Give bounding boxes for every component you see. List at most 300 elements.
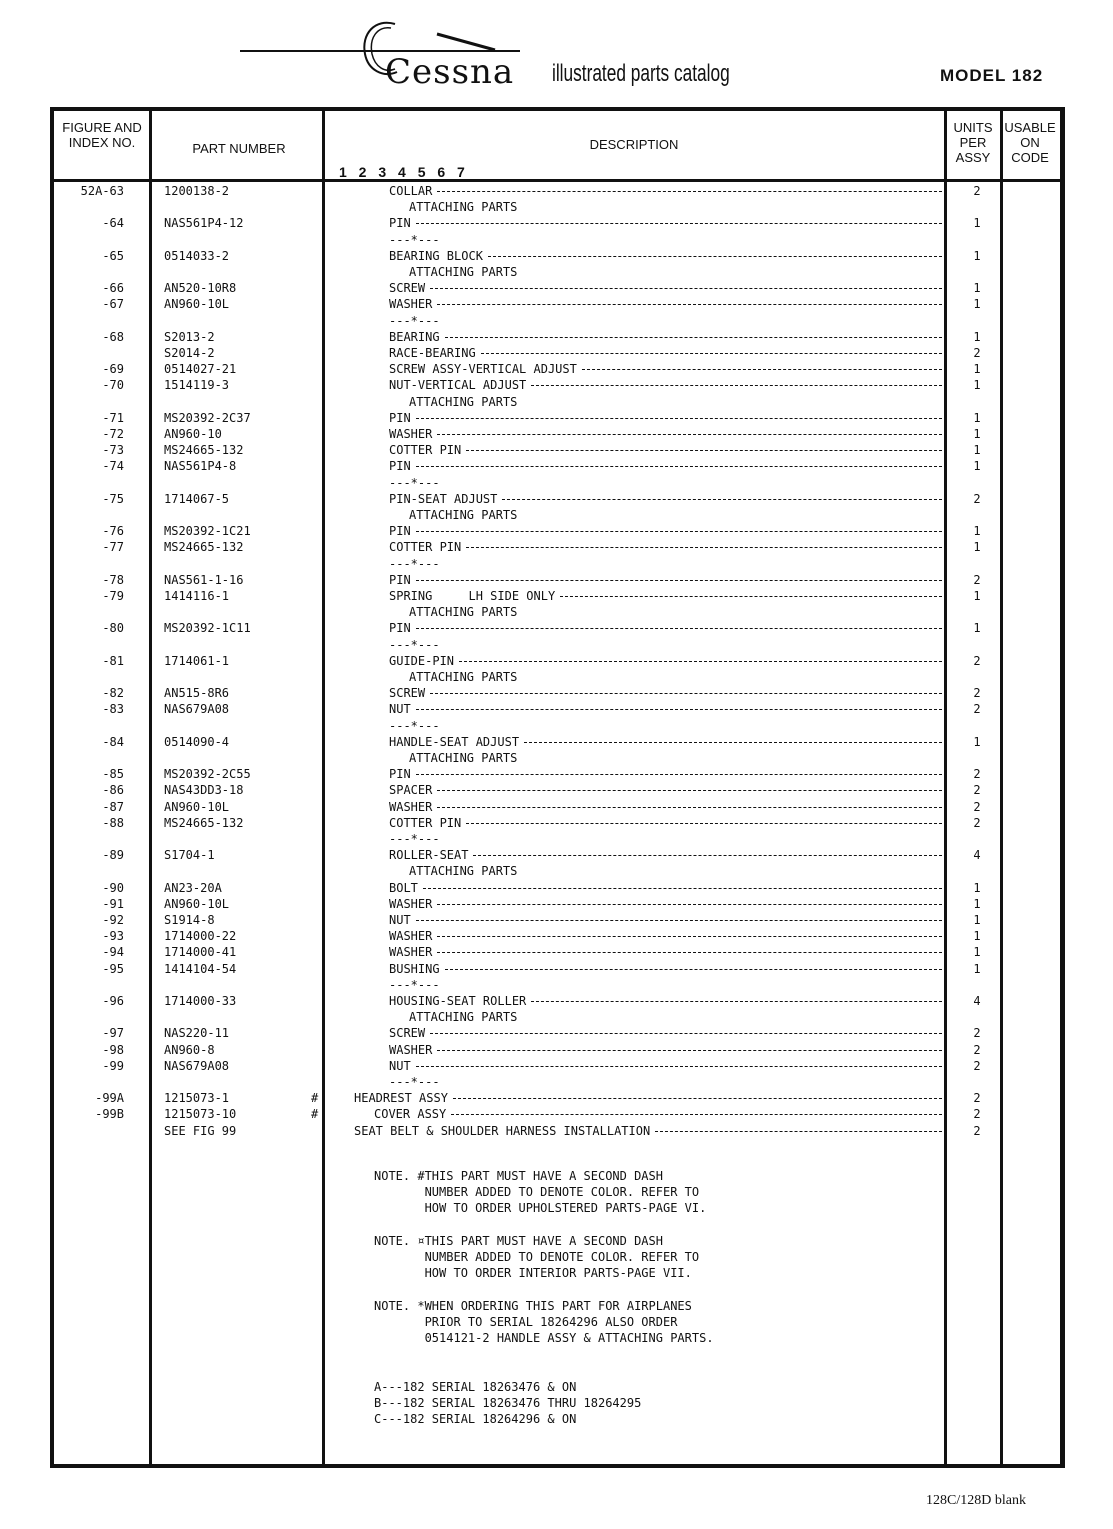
table-row xyxy=(54,653,1060,669)
leader-dashes xyxy=(445,969,942,970)
row-part-number: NAS679A08 xyxy=(164,1058,230,1073)
row-units: 1 xyxy=(973,216,981,231)
leader-dashes xyxy=(437,191,942,192)
page-footer: 128C/128D blank xyxy=(926,1493,1026,1508)
table-row xyxy=(54,604,1060,620)
row-description-text: ---*--- xyxy=(389,232,440,247)
row-description-text: WASHER xyxy=(389,896,433,911)
row-units: 2 xyxy=(973,767,981,782)
table-row xyxy=(54,232,1060,248)
col-header-usable: USABLE ON CODE xyxy=(1004,120,1056,165)
table-row xyxy=(54,912,1060,928)
row-part-number: NAS679A08 xyxy=(164,702,230,717)
row-description xyxy=(389,718,445,734)
leader-dashes xyxy=(416,774,942,775)
row-index: -81 xyxy=(102,653,124,668)
row-units: 1 xyxy=(973,945,981,960)
row-units: 2 xyxy=(973,572,981,587)
row-description-text: SEAT BELT & SHOULDER HARNESS INSTALLATION xyxy=(354,1123,651,1138)
row-description-text: PIN-SEAT ADJUST xyxy=(389,491,498,506)
leader-dashes xyxy=(481,353,942,354)
leader-dashes xyxy=(453,1098,942,1099)
row-units: 1 xyxy=(973,281,981,296)
row-description-text: SCREW xyxy=(389,686,426,701)
header-rule xyxy=(54,179,1060,182)
row-part-number: 1714000-22 xyxy=(164,929,237,944)
table-row xyxy=(54,977,1060,993)
row-description xyxy=(389,296,942,312)
row-index: -86 xyxy=(102,783,124,798)
catalog-title: illustrated parts catalog xyxy=(552,60,730,87)
row-description-text: BUSHING xyxy=(389,961,440,976)
table-row xyxy=(54,718,1060,734)
row-units: 1 xyxy=(973,961,981,976)
row-description xyxy=(389,831,445,847)
row-description-text: SCREW xyxy=(389,1026,426,1041)
leader-dashes xyxy=(466,823,942,824)
table-row xyxy=(54,248,1060,264)
table-row xyxy=(54,183,1060,199)
table-row xyxy=(54,556,1060,572)
note: NOTE. *WHEN ORDERING THIS PART FOR AIRPLANES PRIOR TO SERIAL 18264296 ALSO ORDER 0514121-2 HANDLE ASSY & ATTACHING PARTS. xyxy=(374,1299,714,1345)
row-part-number: MS24665-132 xyxy=(164,443,244,458)
row-description xyxy=(409,1009,522,1025)
row-index: -99B xyxy=(95,1107,124,1122)
row-description-text: ATTACHING PARTS xyxy=(409,508,518,522)
row-units: 1 xyxy=(973,540,981,555)
row-units: 1 xyxy=(973,443,981,458)
row-index: -95 xyxy=(102,961,124,976)
row-description xyxy=(389,523,942,539)
row-description-text: COTTER PIN xyxy=(389,540,462,555)
table-row xyxy=(54,1090,1060,1106)
row-description xyxy=(389,734,942,750)
row-description-text: BEARING xyxy=(389,329,440,344)
row-description-text: NUT-VERTICAL ADJUST xyxy=(389,378,527,393)
row-description-text: PIN xyxy=(389,410,411,425)
leader-dashes xyxy=(416,223,942,224)
table-row xyxy=(54,458,1060,474)
row-part-number: 1714067-5 xyxy=(164,491,230,506)
table-row xyxy=(54,766,1060,782)
leader-dashes xyxy=(488,256,942,257)
leader-dashes xyxy=(531,1001,942,1002)
row-description xyxy=(389,766,942,782)
leader-dashes xyxy=(466,450,942,451)
row-description-text: PIN xyxy=(389,216,411,231)
row-units: 2 xyxy=(973,799,981,814)
row-description xyxy=(354,1123,942,1139)
row-index: -69 xyxy=(102,362,124,377)
table-row xyxy=(54,475,1060,491)
row-description xyxy=(389,896,942,912)
table-row xyxy=(54,1009,1060,1025)
leader-dashes xyxy=(416,531,942,532)
table-row xyxy=(54,669,1060,685)
row-description-text: SPACER xyxy=(389,783,433,798)
row-description-text: ---*--- xyxy=(389,313,440,328)
row-description-text: BOLT xyxy=(389,880,418,895)
row-part-number: NAS561P4-8 xyxy=(164,459,237,474)
table-row xyxy=(54,1042,1060,1058)
leader-dashes xyxy=(560,596,942,597)
row-index: -78 xyxy=(102,572,124,587)
row-description-text: WASHER xyxy=(389,297,433,312)
leader-dashes xyxy=(502,499,942,500)
row-description xyxy=(389,572,942,588)
row-index: -68 xyxy=(102,329,124,344)
leader-dashes xyxy=(451,1114,942,1115)
table-row xyxy=(54,296,1060,312)
table-row xyxy=(54,831,1060,847)
row-index: -82 xyxy=(102,686,124,701)
table-row xyxy=(54,1074,1060,1090)
row-part-number: S1704-1 xyxy=(164,848,215,863)
row-description xyxy=(389,961,942,977)
row-units: 1 xyxy=(973,297,981,312)
row-index: -71 xyxy=(102,410,124,425)
row-units: 1 xyxy=(973,362,981,377)
row-description xyxy=(409,863,522,879)
table-row xyxy=(54,961,1060,977)
row-description-text: HEADREST ASSY xyxy=(354,1091,448,1106)
table-row xyxy=(54,847,1060,863)
row-description xyxy=(389,215,942,231)
row-description-text: GUIDE-PIN xyxy=(389,653,455,668)
col-header-description: DESCRIPTION xyxy=(589,137,679,152)
row-index: -99A xyxy=(95,1091,124,1106)
table-row xyxy=(54,377,1060,393)
row-description xyxy=(389,588,942,604)
leader-dashes xyxy=(416,1066,942,1067)
row-index: -87 xyxy=(102,799,124,814)
row-units: 1 xyxy=(973,410,981,425)
row-part-number: MS20392-2C55 xyxy=(164,767,251,782)
row-description xyxy=(409,750,522,766)
table-row xyxy=(54,426,1060,442)
row-description-text: WASHER xyxy=(389,1042,433,1057)
row-description-text: ATTACHING PARTS xyxy=(409,751,518,765)
table-row xyxy=(54,1058,1060,1074)
row-description-text: SCREW xyxy=(389,281,426,296)
row-index: -97 xyxy=(102,1026,124,1041)
leader-dashes xyxy=(437,434,942,435)
row-description-text: BEARING BLOCK xyxy=(389,248,483,263)
table-row xyxy=(54,928,1060,944)
row-part-number: AN23-20A xyxy=(164,880,222,895)
row-description xyxy=(409,264,522,280)
model-label: MODEL 182 xyxy=(940,66,1044,85)
table-row xyxy=(54,993,1060,1009)
row-description xyxy=(389,1025,942,1041)
row-description xyxy=(389,377,942,393)
table-row xyxy=(54,944,1060,960)
row-part-number: S1914-8 xyxy=(164,913,215,927)
row-description xyxy=(354,1090,942,1106)
row-part-number: 1414116-1 xyxy=(164,589,230,603)
row-description xyxy=(389,944,942,960)
row-mark: # xyxy=(311,1091,319,1106)
table-row xyxy=(54,685,1060,701)
note: NOTE. #THIS PART MUST HAVE A SECOND DASH NUMBER ADDED TO DENOTE COLOR. REFER TO HOW TO ORDER UPHOLSTERED PARTS-PAGE VI. xyxy=(374,1169,707,1215)
leader-dashes xyxy=(531,385,942,386)
row-description-text: ATTACHING PARTS xyxy=(409,605,518,620)
leader-dashes xyxy=(430,288,942,289)
row-units: 2 xyxy=(973,815,981,830)
leader-dashes xyxy=(416,466,942,467)
row-description xyxy=(389,637,445,653)
leader-dashes xyxy=(416,580,942,581)
row-description-text: SPRING LH SIDE ONLY xyxy=(389,589,556,603)
row-part-number: AN960-10 xyxy=(164,427,222,441)
row-part-number: AN960-10L xyxy=(164,799,230,814)
table-row xyxy=(54,523,1060,539)
row-description-text: NUT xyxy=(389,913,411,927)
indent-digits: 1 2 3 4 5 6 7 xyxy=(339,164,469,180)
row-description xyxy=(389,847,942,863)
table-row xyxy=(54,588,1060,604)
row-description-text: ---*--- xyxy=(389,832,440,846)
row-description xyxy=(389,426,942,442)
leader-dashes xyxy=(416,628,942,629)
row-part-number: MS20392-1C11 xyxy=(164,621,251,636)
row-description-text: ---*--- xyxy=(389,556,440,571)
leader-dashes xyxy=(445,337,942,338)
row-units: 1 xyxy=(973,734,981,749)
row-part-number: 1714061-1 xyxy=(164,653,230,668)
row-index: -88 xyxy=(102,815,124,830)
row-description-text: COTTER PIN xyxy=(389,815,462,830)
row-description-text: ATTACHING PARTS xyxy=(409,265,518,279)
table-row xyxy=(54,1025,1060,1041)
page-header xyxy=(0,0,1113,100)
row-description xyxy=(389,183,942,199)
row-index: -90 xyxy=(102,880,124,895)
row-description xyxy=(389,410,942,426)
brand-name: Cessna xyxy=(385,52,515,92)
row-description-text: PIN xyxy=(389,621,411,636)
row-index: -84 xyxy=(102,734,124,749)
row-units: 1 xyxy=(973,913,981,927)
table-row xyxy=(54,394,1060,410)
row-description xyxy=(389,977,445,993)
row-part-number: S2013-2 xyxy=(164,329,215,344)
leader-dashes xyxy=(437,790,942,791)
leader-dashes xyxy=(416,418,942,419)
table-row xyxy=(54,799,1060,815)
row-units: 2 xyxy=(973,1026,981,1041)
row-description xyxy=(409,604,522,620)
row-index: -80 xyxy=(102,621,124,636)
row-index: -74 xyxy=(102,459,124,474)
row-units: 2 xyxy=(973,783,981,798)
row-description xyxy=(389,799,942,815)
row-description xyxy=(409,507,522,523)
row-part-number: 1714000-33 xyxy=(164,994,237,1008)
row-units: 1 xyxy=(973,378,981,393)
row-part-number: 0514090-4 xyxy=(164,734,230,749)
row-description-text: NUT xyxy=(389,702,411,717)
row-units: 4 xyxy=(973,994,981,1008)
row-description-text: ATTACHING PARTS xyxy=(409,864,518,879)
row-description xyxy=(389,815,942,831)
row-units: 1 xyxy=(973,524,981,539)
row-description xyxy=(374,1106,942,1122)
row-description-text: ATTACHING PARTS xyxy=(409,394,518,409)
row-description xyxy=(389,475,445,491)
row-description-text: ATTACHING PARTS xyxy=(409,670,518,684)
row-description xyxy=(409,199,522,215)
row-description xyxy=(389,620,942,636)
row-index: -83 xyxy=(102,702,124,717)
table-row xyxy=(54,750,1060,766)
row-part-number: AN960-10L xyxy=(164,297,230,312)
row-description-text: RACE-BEARING xyxy=(389,346,476,360)
row-part-number: NAS561P4-12 xyxy=(164,216,244,231)
col-header-part-number: PART NUMBER xyxy=(192,141,286,156)
table-row xyxy=(54,637,1060,653)
table-row xyxy=(54,620,1060,636)
row-description xyxy=(389,1042,942,1058)
row-index: -66 xyxy=(102,281,124,296)
row-index: -89 xyxy=(102,848,124,863)
row-part-number: NAS43DD3-18 xyxy=(164,783,244,798)
row-index: 52A-63 xyxy=(80,184,124,198)
leader-dashes xyxy=(655,1131,942,1132)
row-part-number: S2014-2 xyxy=(164,346,215,360)
row-units: 2 xyxy=(973,1123,981,1138)
row-description xyxy=(389,280,942,296)
table-row xyxy=(54,782,1060,798)
row-description-text: WASHER xyxy=(389,799,433,814)
row-description xyxy=(389,701,942,717)
leader-dashes xyxy=(430,1033,942,1034)
row-description-text: ---*--- xyxy=(389,718,440,733)
row-description-text: PIN xyxy=(389,459,411,474)
row-index: -72 xyxy=(102,427,124,441)
row-description xyxy=(389,782,942,798)
row-index: -64 xyxy=(102,216,124,231)
table-row xyxy=(54,329,1060,345)
row-part-number: 0514027-21 xyxy=(164,362,237,377)
row-units: 1 xyxy=(973,929,981,944)
row-part-number: AN520-10R8 xyxy=(164,281,237,296)
row-units: 2 xyxy=(973,702,981,717)
table-row xyxy=(54,880,1060,896)
row-index: -75 xyxy=(102,491,124,506)
row-units: 2 xyxy=(973,491,981,506)
row-units: 1 xyxy=(973,896,981,911)
serial-code: B---182 SERIAL 18263476 THRU 18264295 xyxy=(374,1396,642,1410)
row-part-number: SEE FIG 99 xyxy=(164,1123,237,1138)
row-index: -91 xyxy=(102,896,124,911)
row-description-text: ---*--- xyxy=(389,977,440,992)
table-row xyxy=(54,313,1060,329)
row-part-number: 1414104-54 xyxy=(164,961,237,976)
serial-code: A---182 SERIAL 18263476 & ON xyxy=(374,1380,577,1394)
row-mark: # xyxy=(311,1107,319,1122)
row-index: -99 xyxy=(102,1058,124,1073)
row-part-number: MS24665-132 xyxy=(164,540,244,555)
table-row xyxy=(54,539,1060,555)
note: NOTE. ¤THIS PART MUST HAVE A SECOND DASH NUMBER ADDED TO DENOTE COLOR. REFER TO HOW TO ORDER INTERIOR PARTS-PAGE VII. xyxy=(374,1234,700,1280)
row-units: 4 xyxy=(973,848,981,863)
table-row xyxy=(54,280,1060,296)
row-units: 2 xyxy=(973,1107,981,1122)
row-description xyxy=(389,458,942,474)
row-description xyxy=(389,993,942,1009)
row-index: -94 xyxy=(102,945,124,960)
row-part-number: 1200138-2 xyxy=(164,184,230,198)
row-units: 2 xyxy=(973,184,981,198)
row-part-number: AN960-10L xyxy=(164,896,230,911)
table-row xyxy=(54,345,1060,361)
leader-dashes xyxy=(437,807,942,808)
row-description-text: SCREW ASSY-VERTICAL ADJUST xyxy=(389,362,577,377)
row-description xyxy=(389,313,445,329)
row-description xyxy=(389,248,942,264)
row-description xyxy=(389,491,942,507)
table-row xyxy=(54,896,1060,912)
row-description xyxy=(389,880,942,896)
row-description-text: ROLLER-SEAT xyxy=(389,848,469,863)
row-part-number: MS24665-132 xyxy=(164,815,244,830)
row-index: -77 xyxy=(102,540,124,555)
row-description xyxy=(389,539,942,555)
row-index: -96 xyxy=(102,994,124,1008)
table-row xyxy=(54,199,1060,215)
table-row xyxy=(54,410,1060,426)
table-row xyxy=(54,361,1060,377)
row-description xyxy=(389,361,942,377)
row-part-number: 1514119-3 xyxy=(164,378,230,393)
row-units: 1 xyxy=(973,459,981,474)
row-index: -73 xyxy=(102,443,124,458)
leader-dashes xyxy=(437,1050,942,1051)
row-index: -92 xyxy=(102,913,124,927)
col-header-index: FIGURE AND INDEX NO. xyxy=(62,120,142,150)
row-description-text: COLLAR xyxy=(389,184,433,198)
table-row xyxy=(54,491,1060,507)
leader-dashes xyxy=(430,693,942,694)
row-index: -85 xyxy=(102,767,124,782)
row-description xyxy=(389,232,445,248)
row-index: -98 xyxy=(102,1042,124,1057)
row-description-text: HOUSING-SEAT ROLLER xyxy=(389,994,527,1008)
table-row xyxy=(54,215,1060,231)
row-description-text: COTTER PIN xyxy=(389,443,462,458)
row-description xyxy=(389,685,942,701)
row-part-number: MS20392-1C21 xyxy=(164,524,251,539)
parts-table xyxy=(50,107,1065,1468)
row-description-text: WASHER xyxy=(389,929,433,944)
row-description-text: WASHER xyxy=(389,427,433,441)
row-description xyxy=(389,1058,942,1074)
row-units: 1 xyxy=(973,589,981,603)
leader-dashes xyxy=(437,904,942,905)
row-part-number: AN960-8 xyxy=(164,1042,215,1057)
table-row xyxy=(54,442,1060,458)
row-description xyxy=(389,556,445,572)
row-description-text: ---*--- xyxy=(389,637,440,652)
leader-dashes xyxy=(437,952,942,953)
row-units: 2 xyxy=(973,346,981,360)
row-description-text: ATTACHING PARTS xyxy=(409,1010,518,1025)
row-description-text: NUT xyxy=(389,1058,411,1073)
row-description xyxy=(389,442,942,458)
row-units: 1 xyxy=(973,427,981,441)
serial-code: C---182 SERIAL 18264296 & ON xyxy=(374,1412,577,1426)
